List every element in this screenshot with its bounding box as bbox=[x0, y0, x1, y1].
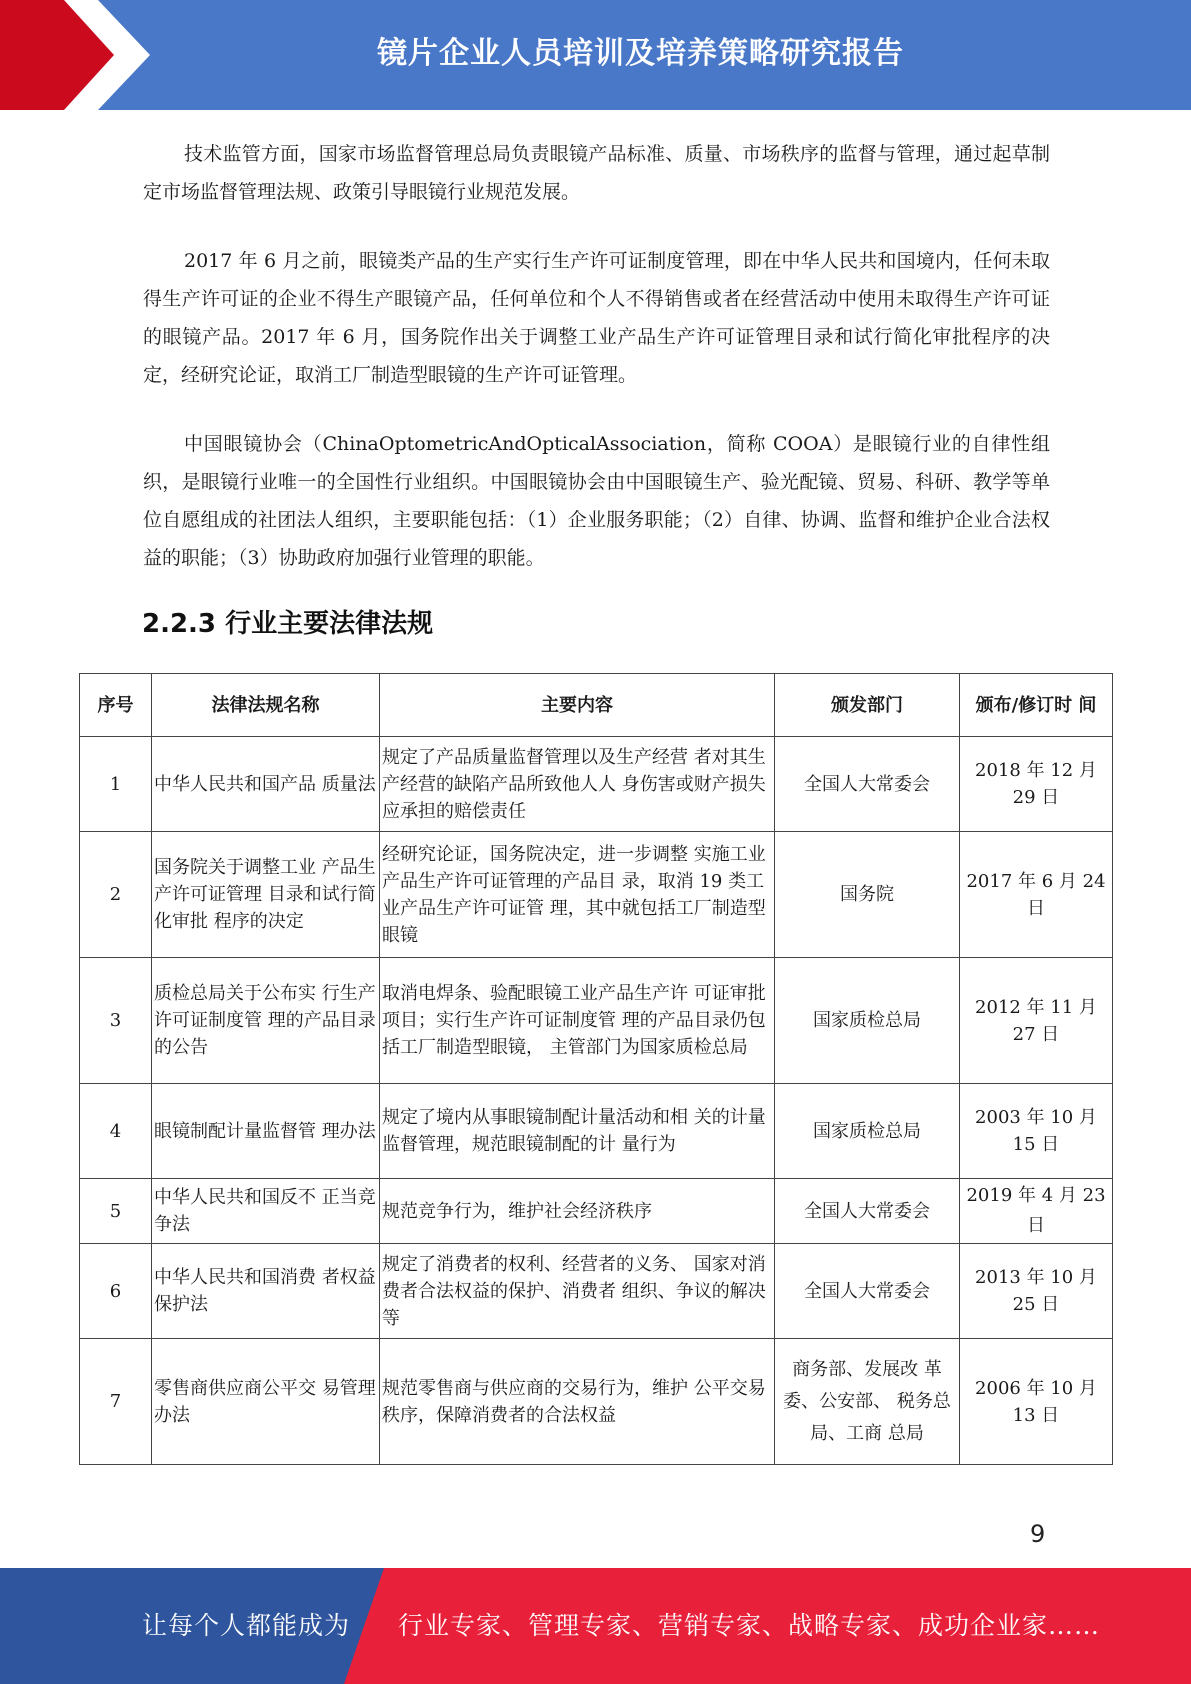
page-footer bbox=[0, 1568, 1191, 1684]
footer-slogan-right: 行业专家、管理专家、营销专家、战略专家、成功企业家…… bbox=[398, 1611, 1101, 1640]
section-heading: 2.2.3 行业主要法律法规 bbox=[142, 609, 434, 639]
cell-content: 规范零售商与供应商的交易行为，维护 公平交易秩序，保障消费者的合法权益 bbox=[380, 1339, 775, 1465]
laws-regulations-table bbox=[79, 673, 1113, 1465]
cell-date: 2018 年 12 月 29 日 bbox=[960, 737, 1113, 832]
table-header-row bbox=[80, 674, 1113, 737]
cell-name: 零售商供应商公平交 易管理办法 bbox=[152, 1339, 380, 1465]
header-arrow-decoration bbox=[0, 0, 160, 110]
paragraph-cooa: 中国眼镜协会（ChinaOptometricAndOpticalAssociation，简称 COOA）是眼镜行业的自律性组织，是眼镜行业唯一的全国性行业组织。中国眼镜协会由中国眼镜生产、验光配镜、贸易、科研、教学等单位自愿组成的社团法人组织，主要职能包括：（1）企业服务职能；（2）自律、协调、监督和维护企业合法权益的职能；（3）协助政府加强行业管理的职能。 bbox=[143, 433, 1050, 569]
page-number: 9 bbox=[1030, 1520, 1046, 1548]
table-row bbox=[80, 958, 1113, 1084]
header-content: 主要内容 bbox=[380, 674, 775, 737]
cell-dept: 全国人大常委会 bbox=[775, 1179, 960, 1244]
cell-name: 中华人民共和国产品 质量法 bbox=[152, 737, 380, 832]
cell-num: 7 bbox=[80, 1339, 152, 1465]
cell-num: 3 bbox=[80, 958, 152, 1084]
table-row bbox=[80, 737, 1113, 832]
cell-dept: 商务部、发展改 革委、公安部、 税务总局、工商 总局 bbox=[775, 1339, 960, 1465]
cell-date: 2003 年 10 月 15 日 bbox=[960, 1084, 1113, 1179]
cell-num: 5 bbox=[80, 1179, 152, 1244]
table-row bbox=[80, 1084, 1113, 1179]
cell-date: 2019 年 4 月 23 日 bbox=[960, 1179, 1113, 1244]
table-row bbox=[80, 1179, 1113, 1244]
cell-name: 国务院关于调整工业 产品生产许可证管理 目录和试行简化审批 程序的决定 bbox=[152, 832, 380, 958]
page-header bbox=[0, 0, 1191, 110]
footer-slogan-left: 让每个人都能成为 bbox=[142, 1611, 351, 1640]
cell-dept: 国务院 bbox=[775, 832, 960, 958]
paragraph-production-license: 2017 年 6 月之前，眼镜类产品的生产实行生产许可证制度管理，即在中华人民共和国境内，任何未取得生产许可证的企业不得生产眼镜产品，任何单位和个人不得销售或者在经营活动中使用未取得生产许可证的眼镜产品。2017 年 6 月，国务院作出关于调整工业产品生产许可证管理目录和试行简化审批程序的决定，经研究论证，取消工厂制造型眼镜的生产许可证管理。 bbox=[143, 250, 1050, 386]
header-num: 序号 bbox=[80, 674, 152, 737]
cell-content: 经研究论证，国务院决定，进一步调整 实施工业产品生产许可证管理的产品目 录，取消 19 类工业产品生产许可证管 理，其中就包括工厂制造型眼镜 bbox=[380, 832, 775, 958]
cell-num: 6 bbox=[80, 1244, 152, 1339]
cell-name: 质检总局关于公布实 行生产许可证制度管 理的产品目录的公告 bbox=[152, 958, 380, 1084]
cell-content: 规定了消费者的权利、经营者的义务、 国家对消费者合法权益的保护、消费者 组织、争议的解决等 bbox=[380, 1244, 775, 1339]
cell-content: 取消电焊条、验配眼镜工业产品生产许 可证审批项目；实行生产许可证制度管 理的产品目录仍包括工厂制造型眼镜， 主管部门为国家质检总局 bbox=[380, 958, 775, 1084]
cell-num: 2 bbox=[80, 832, 152, 958]
paragraph-tech-supervision: 技术监管方面，国家市场监督管理总局负责眼镜产品标准、质量、市场秩序的监督与管理，通过起草制定市场监督管理法规、政策引导眼镜行业规范发展。 bbox=[143, 143, 1050, 203]
table-row bbox=[80, 1244, 1113, 1339]
header-name: 法律法规名称 bbox=[152, 674, 380, 737]
cell-dept: 全国人大常委会 bbox=[775, 1244, 960, 1339]
table-row bbox=[80, 1339, 1113, 1465]
header-date: 颁布/修订时 间 bbox=[960, 674, 1113, 737]
cell-content: 规范竞争行为，维护社会经济秩序 bbox=[380, 1179, 775, 1244]
cell-dept: 国家质检总局 bbox=[775, 958, 960, 1084]
cell-dept: 国家质检总局 bbox=[775, 1084, 960, 1179]
cell-content: 规定了境内从事眼镜制配计量活动和相 关的计量监督管理，规范眼镜制配的计 量行为 bbox=[380, 1084, 775, 1179]
cell-num: 1 bbox=[80, 737, 152, 832]
cell-name: 中华人民共和国反不 正当竞争法 bbox=[152, 1179, 380, 1244]
cell-date: 2012 年 11 月 27 日 bbox=[960, 958, 1113, 1084]
cell-dept: 全国人大常委会 bbox=[775, 737, 960, 832]
table-row bbox=[80, 832, 1113, 958]
cell-date: 2013 年 10 月 25 日 bbox=[960, 1244, 1113, 1339]
cell-content: 规定了产品质量监督管理以及生产经营 者对其生产经营的缺陷产品所致他人人 身伤害或财产损失应承担的赔偿责任 bbox=[380, 737, 775, 832]
header-dept: 颁发部门 bbox=[775, 674, 960, 737]
report-title: 镜片企业人员培训及培养策略研究报告 bbox=[377, 36, 904, 71]
cell-date: 2006 年 10 月 13 日 bbox=[960, 1339, 1113, 1465]
cell-num: 4 bbox=[80, 1084, 152, 1179]
cell-name: 中华人民共和国消费 者权益保护法 bbox=[152, 1244, 380, 1339]
cell-date: 2017 年 6 月 24 日 bbox=[960, 832, 1113, 958]
cell-name: 眼镜制配计量监督管 理办法 bbox=[152, 1084, 380, 1179]
